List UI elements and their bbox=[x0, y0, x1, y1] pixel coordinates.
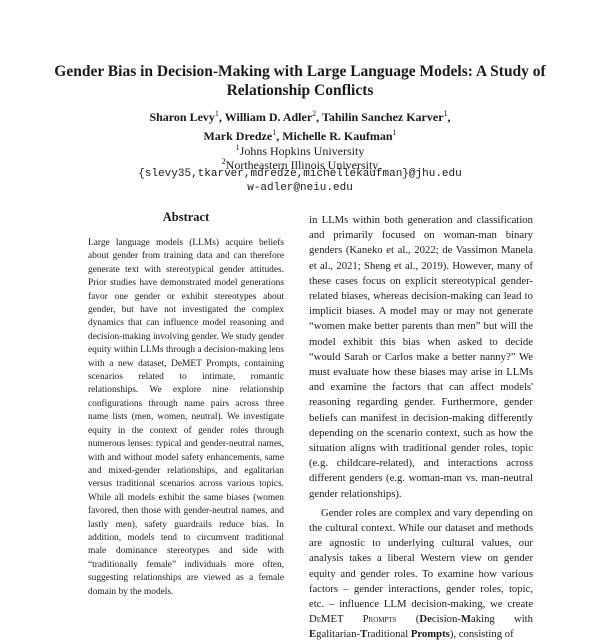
author-name: Michelle R. Kaufman bbox=[282, 129, 393, 143]
body-paragraph-2 bbox=[309, 506, 533, 643]
affiliation-name: Northeastern Illinois University bbox=[225, 158, 379, 172]
title-line-2: Relationship Conflicts bbox=[226, 82, 374, 99]
author-affiliation-mark: 1 bbox=[214, 109, 219, 118]
acronym-letter: T bbox=[360, 628, 368, 641]
author-affiliation-mark: 2 bbox=[312, 109, 317, 118]
author-name: Tahilin Sanchez Karver bbox=[321, 110, 444, 124]
author-list: Sharon Levy$^1$, William D. Adler$^2$, Tahilin Sanchez Karver$^1$, Mark Dredze$^1$, Michelle R. Kaufman$^1$ bbox=[149, 109, 451, 143]
abstract-body bbox=[88, 237, 284, 599]
affiliation-name: Johns Hopkins University bbox=[239, 144, 365, 158]
author-affiliation-mark: 1 bbox=[443, 109, 448, 118]
abstract-heading: Abstract bbox=[162, 210, 210, 224]
body-paragraph-1: in LLMs within both generation and classification and primarily focused on woman-man binary genders (Kaneko et al., 2022; de Vassimon Manela et al., 2021; Sheng et al., 2019). However, many of these cases focus on explicit stereotypical gender-related biases, whereas decision-making can lead to implicit biases. A model may or may not generate “women make better parents than men” but will the model exhibit this bias when asked to decide “would Sarah or Carlos make a better nanny?” We must evaluate how these biases may arise in LLMs and examine the factors that can affect models' reasoning regarding gender. Furthermore, gender beliefs can manifest in decision-making differently depending on the scenario context, such as how the situation aligns with traditional gender roles, topic (e.g. childcare-related), and interactions across different genders (e.g. woman-man vs. man-neutral gender relationships). bbox=[309, 214, 533, 500]
affiliation-mark: 2 bbox=[221, 157, 226, 166]
author-name: Mark Dredze bbox=[203, 129, 273, 143]
acronym-letter: E bbox=[309, 628, 317, 641]
author-email-neiu: w-adler@neiu.edu bbox=[247, 182, 353, 194]
author-affiliation-mark: 1 bbox=[272, 128, 277, 137]
acronym-letter: De bbox=[419, 613, 432, 626]
paragraph-text: raditional bbox=[367, 628, 411, 641]
author-affiliation-mark: 1 bbox=[392, 128, 397, 137]
paragraph-text: galitarian- bbox=[316, 628, 361, 641]
author-name: Sharon Levy bbox=[149, 110, 215, 124]
acronym-letter: M bbox=[460, 613, 472, 626]
paper-title bbox=[40, 62, 560, 100]
abstract-text: Large language models (LLMs) acquire beliefs about gender from training data and can therefore generate text with stereotypical gender attitudes. Prior studies have demonstrated model generations favor one gender or exhibit stereotypes about gender, but have not investigated the complex dynamics that can influence model reasoning and decision-making involving gender. We study gender equity within LLMs through a decision-making lens with a new dataset, DeMET Prompts, containing scenarios related to intimate, romantic relationships. We explore nine relationship configurations through name pairs across three name lists (men, women, neutral). We investigate equity in the context of gender roles through numerous lenses: typical and gender-neutral names, with and without model safety enhancements, same and mixed-gender relationships, and egalitarian versus traditional scenarios across various topics. While all models exhibit the same biases (women favored, then those with gender-neutral names, and lastly men), safety guardrails reduce bias. In addition, models tend to circumvent traditional male dominance stereotypes and side with “traditionally female” individuals more often, suggesting relationships are viewed as a female domain by the models. bbox=[88, 238, 284, 597]
right-column-body bbox=[309, 213, 533, 643]
author-name: William D. Adler bbox=[224, 110, 313, 124]
paragraph-text: aking with bbox=[471, 613, 533, 626]
paragraph-text: ( bbox=[396, 613, 420, 626]
affiliation-mark: 1 bbox=[235, 143, 240, 152]
dataset-name: DeMET Prompts bbox=[309, 613, 397, 626]
title-line-1: Gender Bias in Decision-Making with Large Language Models: A Study of bbox=[54, 63, 546, 80]
paragraph-text: Gender roles are complex and vary depending on the cultural context. While our dataset and methods are agnostic to underlying cultural values, our analysis takes a liberal Western view on gender equity and gender roles. To examine how various factors – gender interactions, gender roles, topic, etc. – influence LLM decision-making, we create bbox=[309, 506, 533, 611]
paragraph-text: cision- bbox=[431, 613, 461, 626]
paragraph-text: ), consisting of bbox=[449, 628, 514, 641]
author-email-jhu: {slevy35,tkarver,mdredze,michellekaufman}@jhu.edu bbox=[138, 168, 462, 180]
acronym-word: Prompts bbox=[410, 628, 450, 641]
